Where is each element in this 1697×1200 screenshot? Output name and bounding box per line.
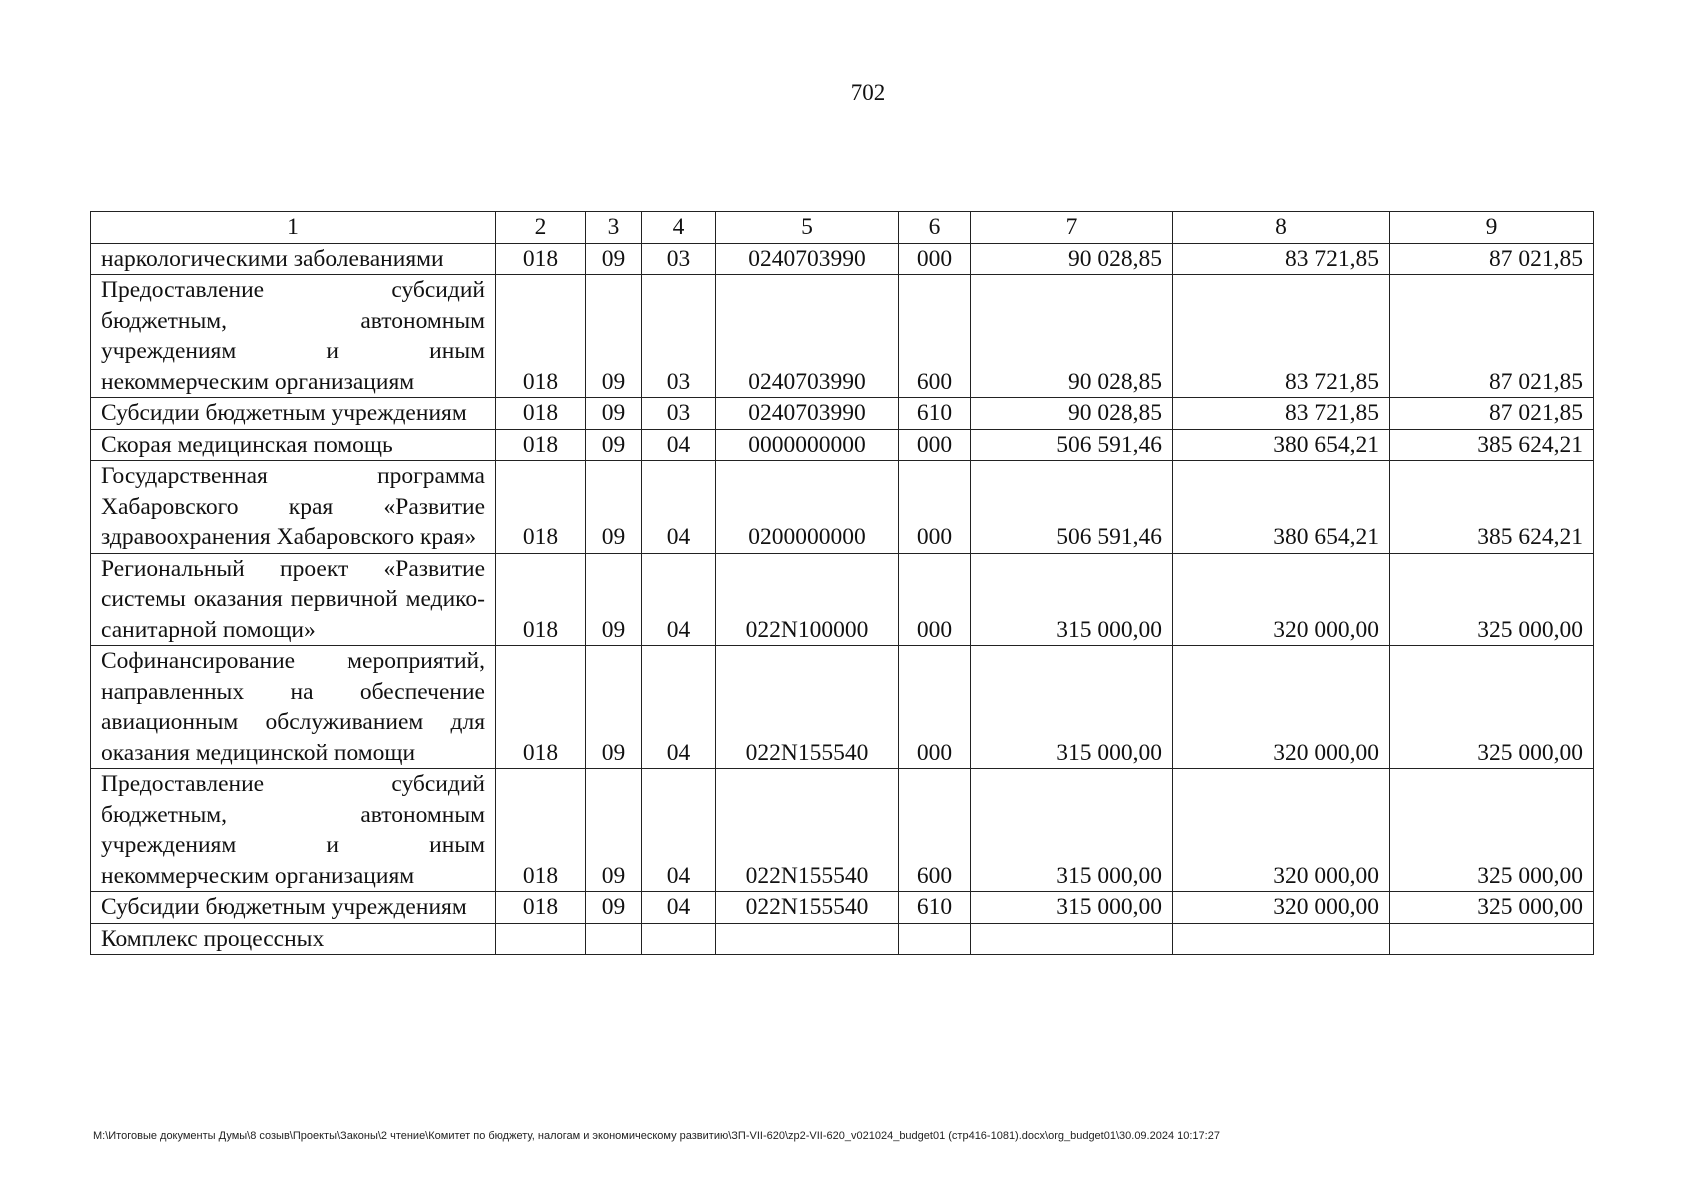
cell-amount-9: 385 624,21 — [1390, 461, 1594, 554]
cell-amount-7: 90 028,85 — [971, 275, 1173, 398]
cell-amount-7: 315 000,00 — [971, 769, 1173, 892]
cell-expense-type: 610 — [899, 892, 971, 924]
cell-amount-8: 380 654,21 — [1173, 429, 1390, 461]
cell-amount-9: 325 000,00 — [1390, 553, 1594, 646]
column-header: 3 — [586, 212, 642, 244]
cell-target-code: 022N155540 — [716, 646, 899, 769]
cell-target-code: 022N155540 — [716, 769, 899, 892]
row-name: Субсидии бюджетным учреждениям — [91, 892, 496, 924]
cell-amount-9: 87 021,85 — [1390, 275, 1594, 398]
cell-expense-type: 000 — [899, 646, 971, 769]
column-header: 4 — [642, 212, 716, 244]
page-number: 702 — [850, 80, 886, 105]
cell-expense-type: 000 — [899, 461, 971, 554]
cell-target-code: 0240703990 — [716, 243, 899, 275]
cell-expense-type: 600 — [899, 769, 971, 892]
cell-amount-9: 87 021,85 — [1390, 398, 1594, 430]
cell-target-code: 0240703990 — [716, 398, 899, 430]
cell-amount-7: 315 000,00 — [971, 646, 1173, 769]
row-name: Региональный проект «Развитие системы оказания первичной медико-санитарной помощи» — [91, 553, 496, 646]
cell-amount-7: 90 028,85 — [971, 398, 1173, 430]
cell-ministry: 018 — [496, 553, 586, 646]
cell-subsection: 04 — [642, 769, 716, 892]
cell-section: 09 — [586, 553, 642, 646]
cell-subsection: 04 — [642, 429, 716, 461]
table-row — [91, 923, 1594, 955]
column-header: 8 — [1173, 212, 1390, 244]
cell-subsection: 03 — [642, 275, 716, 398]
column-header: 9 — [1390, 212, 1594, 244]
cell-ministry: 018 — [496, 275, 586, 398]
cell-amount-7: 506 591,46 — [971, 429, 1173, 461]
cell-amount-8: 83 721,85 — [1173, 243, 1390, 275]
cell-section: 09 — [586, 892, 642, 924]
header-row — [91, 212, 1594, 244]
cell-target-code: 0200000000 — [716, 461, 899, 554]
cell-amount-9: 325 000,00 — [1390, 769, 1594, 892]
cell-amount-8: 320 000,00 — [1173, 769, 1390, 892]
cell-ministry: 018 — [496, 243, 586, 275]
cell-ministry: 018 — [496, 769, 586, 892]
column-header: 7 — [971, 212, 1173, 244]
cell-target-code: 022N155540 — [716, 892, 899, 924]
table-row — [91, 646, 1594, 769]
cell-subsection: 03 — [642, 243, 716, 275]
cell-expense-type: 000 — [899, 243, 971, 275]
table-row — [91, 398, 1594, 430]
cell-target-code: 0240703990 — [716, 275, 899, 398]
cell-amount-7 — [971, 923, 1173, 955]
cell-subsection: 04 — [642, 553, 716, 646]
row-name: Предоставление субсидий бюджетным, автономным учреждениям и иным некоммерческим организациям — [91, 769, 496, 892]
cell-amount-7: 315 000,00 — [971, 892, 1173, 924]
cell-target-code: 0000000000 — [716, 429, 899, 461]
table-row — [91, 275, 1594, 398]
cell-ministry — [496, 923, 586, 955]
cell-subsection: 03 — [642, 398, 716, 430]
cell-amount-9: 385 624,21 — [1390, 429, 1594, 461]
row-name: наркологическими заболеваниями — [91, 243, 496, 275]
cell-amount-9: 325 000,00 — [1390, 892, 1594, 924]
column-header: 5 — [716, 212, 899, 244]
cell-section: 09 — [586, 275, 642, 398]
cell-amount-8: 320 000,00 — [1173, 553, 1390, 646]
table-row — [91, 553, 1594, 646]
cell-expense-type: 000 — [899, 553, 971, 646]
cell-subsection — [642, 923, 716, 955]
cell-expense-type — [899, 923, 971, 955]
cell-amount-8 — [1173, 923, 1390, 955]
cell-amount-9: 325 000,00 — [1390, 646, 1594, 769]
cell-amount-8: 380 654,21 — [1173, 461, 1390, 554]
row-name: Субсидии бюджетным учреждениям — [91, 398, 496, 430]
column-header: 2 — [496, 212, 586, 244]
cell-amount-8: 320 000,00 — [1173, 892, 1390, 924]
cell-section: 09 — [586, 429, 642, 461]
table-row — [91, 769, 1594, 892]
cell-ministry: 018 — [496, 461, 586, 554]
cell-expense-type: 000 — [899, 429, 971, 461]
cell-ministry: 018 — [496, 892, 586, 924]
cell-amount-7: 506 591,46 — [971, 461, 1173, 554]
cell-amount-7: 315 000,00 — [971, 553, 1173, 646]
cell-target-code: 022N100000 — [716, 553, 899, 646]
cell-amount-8: 83 721,85 — [1173, 398, 1390, 430]
table-row — [91, 243, 1594, 275]
cell-amount-7: 90 028,85 — [971, 243, 1173, 275]
cell-ministry: 018 — [496, 646, 586, 769]
table-row — [91, 429, 1594, 461]
cell-expense-type: 600 — [899, 275, 971, 398]
cell-expense-type: 610 — [899, 398, 971, 430]
cell-subsection: 04 — [642, 461, 716, 554]
cell-section: 09 — [586, 243, 642, 275]
cell-ministry: 018 — [496, 398, 586, 430]
row-name: Комплекс процессных — [91, 923, 496, 955]
cell-section: 09 — [586, 461, 642, 554]
row-name: Скорая медицинская помощь — [91, 429, 496, 461]
cell-amount-9 — [1390, 923, 1594, 955]
row-name: Предоставление субсидий бюджетным, автономным учреждениям и иным некоммерческим организациям — [91, 275, 496, 398]
cell-amount-9: 87 021,85 — [1390, 243, 1594, 275]
cell-section: 09 — [586, 398, 642, 430]
file-path-footer: M:\Итоговые документы Думы\8 созыв\Проекты\Законы\2 чтение\Комитет по бюджету, налогам и экономическому развитию\ЗП-VII-620\zp2-VII-620_v021024_budget01 (стр416-1081).docx\org_budget01\30.09.2024 10:17:27 — [93, 1130, 1220, 1142]
cell-section: 09 — [586, 769, 642, 892]
cell-amount-8: 83 721,85 — [1173, 275, 1390, 398]
column-header: 1 — [91, 212, 496, 244]
cell-section: 09 — [586, 646, 642, 769]
cell-section — [586, 923, 642, 955]
row-name: Софинансирование мероприятий, направленных на обеспечение авиационным обслуживанием для оказания медицинской помощи — [91, 646, 496, 769]
budget-table — [90, 211, 1594, 955]
row-name: Государственная программа Хабаровского края «Развитие здравоохранения Хабаровского края» — [91, 461, 496, 554]
table-row — [91, 461, 1594, 554]
table-row — [91, 892, 1594, 924]
cell-subsection: 04 — [642, 892, 716, 924]
cell-amount-8: 320 000,00 — [1173, 646, 1390, 769]
cell-target-code — [716, 923, 899, 955]
cell-subsection: 04 — [642, 646, 716, 769]
cell-ministry: 018 — [496, 429, 586, 461]
column-header: 6 — [899, 212, 971, 244]
